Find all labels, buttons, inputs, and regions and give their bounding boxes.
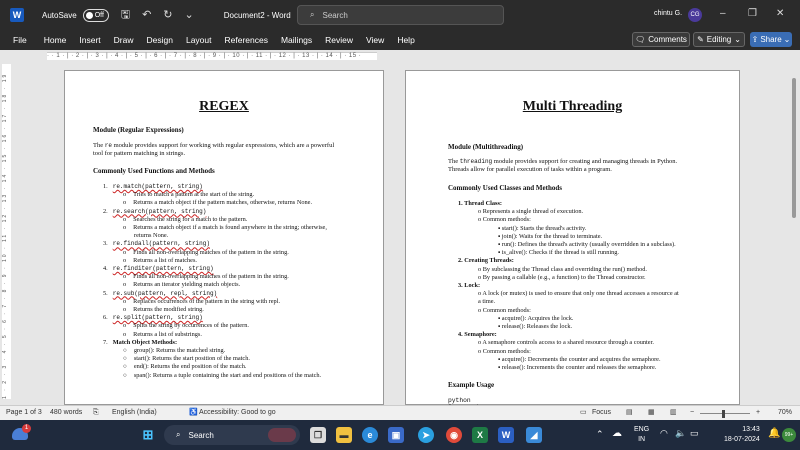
list-bullet <box>123 273 289 281</box>
bullet-text: Splits the string by occurrences of the pattern. <box>133 322 249 330</box>
list-line: 4. Semaphore: <box>458 331 497 339</box>
list-bullet <box>123 216 247 224</box>
tab-view[interactable]: View <box>366 35 385 45</box>
search-box[interactable] <box>297 5 504 25</box>
list-line: 3. Lock: <box>458 282 481 289</box>
word-count[interactable]: 480 words <box>50 409 83 416</box>
store-icon[interactable]: ▣ <box>388 427 404 443</box>
vertical-ruler[interactable] <box>2 64 11 399</box>
list-line: o Represents a single thread of execution. <box>478 208 584 216</box>
share-label: Share <box>760 35 782 44</box>
bullet-text: Replaces occurrences of the pattern in the string with repl. <box>133 297 281 305</box>
list-item <box>103 183 203 191</box>
list-item <box>103 208 206 216</box>
tab-insert[interactable]: Insert <box>79 35 101 45</box>
bullet-marker: o <box>123 330 127 338</box>
bullet-marker: ○ <box>123 371 127 379</box>
chevron-up-icon[interactable]: ⌃ <box>596 429 604 439</box>
autosave-toggle[interactable] <box>83 9 109 22</box>
save-icon[interactable]: 🖫 <box>120 8 131 21</box>
search-icon: ⌕ <box>310 10 315 19</box>
list-number: 4. <box>103 265 108 272</box>
list-line: 2. Creating Threads: <box>458 257 514 265</box>
volume-icon[interactable]: 🔈 <box>675 428 687 438</box>
tab-file[interactable]: File <box>13 35 27 45</box>
list-item <box>103 314 203 322</box>
bullet-text: returns None. <box>134 232 169 240</box>
redo-icon[interactable]: ↻ <box>163 8 173 21</box>
bullet-text: end(): Returns the end position of the match. <box>133 363 247 371</box>
notification-badge: 1 <box>22 424 31 433</box>
bullet-text: Finds all non-overlapping matches of the pattern in the string. <box>133 273 289 281</box>
avatar[interactable]: CG <box>688 8 702 22</box>
bullet-text: Returns a list of substrings. <box>133 330 202 338</box>
zoom-slider[interactable] <box>700 413 750 414</box>
list-bullet <box>123 199 312 207</box>
bullet-marker: o <box>123 224 127 231</box>
code-line: python <box>448 397 471 404</box>
user-name[interactable]: chintu G. <box>654 10 683 17</box>
taskbar-search-label: Search <box>188 430 214 440</box>
bullet-text: Searches the string for a match to the pattern. <box>133 215 248 223</box>
list-bullet <box>123 191 254 199</box>
list-line: ▪ acquire(): Decrements the counter and acquires the semaphore. <box>498 355 661 363</box>
taskbar <box>0 420 800 450</box>
autosave-state: Off <box>94 11 104 19</box>
bullet-marker: ○ <box>123 363 127 371</box>
search-placeholder: Search <box>322 10 348 20</box>
bullet-marker: ○ <box>123 355 127 363</box>
list-item <box>103 339 177 347</box>
word-icon[interactable]: W <box>498 427 514 443</box>
function-signature: re.search(pattern, string) <box>112 207 207 215</box>
list-bullet <box>123 347 225 355</box>
wifi-icon[interactable]: ◠ <box>660 428 668 438</box>
toggle-knob <box>86 12 93 19</box>
comment-icon: 🗨 <box>635 34 646 44</box>
intro-text-3: tool for pattern matching in strings. <box>93 150 186 158</box>
list-line: o Common methods: <box>478 306 531 314</box>
undo-icon[interactable]: ↶ <box>142 8 152 21</box>
list-line: a time. <box>478 298 496 306</box>
function-signature: re.match(pattern, string) <box>112 183 203 190</box>
list-line: ▪ is_alive(): Checks if the thread is still running. <box>498 249 619 257</box>
app-badge[interactable]: 99+ <box>782 428 796 442</box>
list-bullet <box>123 355 250 363</box>
taskbar-search[interactable] <box>164 425 300 445</box>
list-bullet <box>123 224 327 232</box>
list-line: ▪ release(): Increments the counter and releases the semaphore. <box>498 364 657 371</box>
tab-design[interactable]: Design <box>146 35 173 45</box>
list-line: o Common methods: <box>478 216 531 224</box>
page-count[interactable]: Page 1 of 3 <box>6 409 42 416</box>
list-line: o A semaphore controls access to a shared resource through a counter. <box>478 339 654 347</box>
list-line: ▪ start(): Starts the thread's activity. <box>498 224 587 232</box>
bullet-text: Finds all non-overlapping matches of the pattern in the string. <box>133 248 289 256</box>
document-title: Document2 - Word <box>223 10 291 20</box>
chevron-down-icon: ⌄ <box>734 34 741 44</box>
function-signature: re.split(pattern, string) <box>112 314 203 322</box>
restore-icon[interactable]: ❐ <box>748 8 757 19</box>
ruler-row <box>0 50 800 62</box>
example-heading: Example Usage <box>448 381 495 389</box>
proofing-icon[interactable]: ⎘ <box>93 409 99 416</box>
list-number: 2. <box>103 207 108 215</box>
bullet-text: span(): Returns a tuple containing the start and end positions of the match. <box>133 371 322 379</box>
accessibility-status[interactable]: Accessibility: Good to go <box>199 409 276 416</box>
excel-icon[interactable]: X <box>472 427 488 443</box>
status-bar <box>0 405 800 420</box>
list-bullet <box>123 372 321 380</box>
search-highlight-image <box>268 428 296 442</box>
notification-bell-icon[interactable]: 🔔 <box>768 428 781 439</box>
list-number: 6. <box>103 314 108 322</box>
battery-icon[interactable]: ▭ <box>690 428 699 438</box>
bullet-marker: o <box>123 273 127 281</box>
web-layout-icon[interactable]: ▥ <box>670 409 677 416</box>
intro-code: threading <box>459 158 493 165</box>
app-icon[interactable]: ◢ <box>526 427 542 443</box>
document-page-1[interactable] <box>64 70 384 405</box>
search-icon: ⌕ <box>176 430 181 439</box>
tab-home[interactable]: Home <box>43 35 67 45</box>
focus-icon: ▭ <box>580 409 587 416</box>
page-title: REGEX <box>199 99 249 114</box>
chrome-icon[interactable]: ◉ <box>446 427 462 443</box>
start-icon[interactable]: ⊞ <box>142 427 154 442</box>
list-item <box>103 290 217 298</box>
intro-text-2: module provides support for creating and managing threads in Python. <box>492 158 678 165</box>
functions-heading: Commonly Used Functions and Methods <box>93 167 215 175</box>
document-page-2[interactable] <box>405 70 740 405</box>
list-line: o A lock (or mutex) is used to ensure that only one thread accesses a resource at <box>478 290 679 298</box>
module-heading: Module (Multithreading) <box>448 143 524 151</box>
time: 13:43 <box>742 426 760 433</box>
tab-layout[interactable]: Layout <box>185 35 212 45</box>
list-line: o By passing a callable (e.g., a function) to the Thread constructor. <box>478 273 646 281</box>
bullet-text: Returns an iterator yielding match objects. <box>133 281 241 289</box>
editing-label: Editing <box>706 35 732 44</box>
list-number: 7. <box>103 338 108 346</box>
intro-paragraph <box>448 158 718 174</box>
list-line: ▪ run(): Defines the thread's activity (usually overridden in a subclass). <box>498 241 676 248</box>
vertical-scrollbar[interactable] <box>790 64 798 399</box>
list-number: 5. <box>103 289 108 297</box>
page-title: Multi Threading <box>522 99 623 114</box>
bullet-text: Returns a match object if the pattern matches, otherwise, returns None. <box>133 199 313 207</box>
bullet-text: Returns the modified string. <box>133 306 204 313</box>
list-bullet <box>123 363 246 371</box>
clock[interactable] <box>724 425 760 445</box>
intro-code: re <box>104 142 112 149</box>
horizontal-ruler[interactable] <box>47 52 377 60</box>
comments-button[interactable] <box>632 32 690 47</box>
word-logo-icon: W <box>10 8 24 22</box>
zoom-level[interactable]: 70% <box>778 409 793 416</box>
list-bullet <box>123 322 249 330</box>
bullet-marker: o <box>123 297 127 305</box>
list-line: ▪ acquire(): Acquires the lock. <box>498 314 574 322</box>
bullet-marker: o <box>123 306 127 313</box>
telegram-icon[interactable]: ➤ <box>418 427 434 443</box>
zoom-out-icon[interactable]: − <box>690 409 695 416</box>
input-language[interactable] <box>634 425 649 445</box>
list-item <box>103 265 214 273</box>
print-layout-icon[interactable]: ▦ <box>648 409 655 416</box>
lang-region: IN <box>638 436 646 443</box>
tab-mailings[interactable]: Mailings <box>280 35 313 45</box>
customize-toolbar-icon[interactable]: ⌄ <box>184 8 194 21</box>
list-bullet <box>134 232 168 240</box>
list-line: ▪ release(): Releases the lock. <box>498 323 573 330</box>
list-number: 3. <box>103 240 108 248</box>
scrollbar-thumb[interactable] <box>792 78 796 218</box>
bullet-text: start(): Returns the start position of the match. <box>133 355 250 363</box>
bullet-marker: ○ <box>123 347 127 354</box>
list-bullet <box>123 249 289 257</box>
date: 18-07-2024 <box>724 436 760 443</box>
function-signature: re.sub(pattern, repl, string) <box>112 289 218 297</box>
list-bullet <box>123 331 202 339</box>
autosave-label: AutoSave <box>42 10 77 20</box>
bullet-marker: o <box>123 281 127 289</box>
bullet-marker: o <box>123 199 127 207</box>
function-signature: Match Object Methods: <box>112 338 178 346</box>
pencil-icon: ✎ <box>697 34 704 44</box>
language-status[interactable]: English (India) <box>112 409 157 416</box>
intro-paragraph <box>93 142 363 158</box>
intro-text: The <box>93 142 105 149</box>
tab-references[interactable]: References <box>224 35 268 45</box>
bullet-text: Returns a list of matches. <box>133 256 197 264</box>
list-bullet <box>123 306 204 314</box>
zoom-in-icon[interactable]: + <box>756 409 761 416</box>
share-button[interactable] <box>750 32 792 47</box>
editing-button[interactable] <box>693 32 745 47</box>
chevron-down-icon: ⌄ <box>783 34 791 44</box>
tab-draw[interactable]: Draw <box>113 35 134 45</box>
file-explorer-icon[interactable]: ▬ <box>336 427 352 443</box>
zoom-slider-thumb[interactable] <box>722 410 725 418</box>
share-icon: ⇪ <box>751 34 759 44</box>
read-mode-icon[interactable]: ▤ <box>626 409 633 416</box>
intro-text-2: module provides support for working with regular expressions, which are a powerful <box>111 142 335 149</box>
lang-code: ENG <box>634 426 650 433</box>
tab-help[interactable]: Help <box>397 35 415 45</box>
close-icon[interactable]: ✕ <box>776 8 785 19</box>
module-heading: Module (Regular Expressions) <box>93 126 184 134</box>
function-signature: re.finditer(pattern, string) <box>112 265 214 272</box>
bullet-marker: o <box>123 256 127 264</box>
list-bullet <box>123 298 280 306</box>
minimize-icon[interactable]: – <box>720 8 726 19</box>
accessibility-icon: ♿ <box>189 409 198 416</box>
intro-text: The <box>448 158 460 165</box>
comments-label: Comments <box>648 35 687 44</box>
vertical-ruler-scale: 1 · 2 · 3 · 4 · 5 · 6 · 7 · 8 · 9 · 10 · 11 · 12 · 13 · 14 · 15 · 16 · 17 · 18 · 19 <box>2 72 8 399</box>
bullet-text: group(): Returns the matched string. <box>133 347 226 354</box>
edge-icon[interactable]: e <box>362 427 378 443</box>
task-view-icon[interactable]: ❐ <box>310 427 326 443</box>
bullet-text: Tries to match a pattern at the start of the string. <box>133 191 255 199</box>
function-signature: re.findall(pattern, string) <box>112 240 210 248</box>
bullet-marker: o <box>123 191 127 199</box>
list-line: o By subclassing the Thread class and overriding the run() method. <box>478 265 647 273</box>
cloud-icon[interactable]: ☁ <box>612 428 622 439</box>
tab-review[interactable]: Review <box>325 35 354 45</box>
list-line: ▪ join(): Waits for the thread to terminate. <box>498 232 603 240</box>
bullet-marker: o <box>123 248 127 256</box>
bullet-text: Returns a match object if a match is found anywhere in the string; otherwise, <box>133 224 327 231</box>
list-bullet <box>123 281 240 289</box>
classes-heading: Commonly Used Classes and Methods <box>448 184 562 192</box>
intro-text-3: Threads allow for parallel execution of tasks within a program. <box>448 166 612 174</box>
list-number: 1. <box>103 183 108 190</box>
ruler-scale: · · 1 · | · 2 · | · 3 · | · 4 · | · 5 · | · 6 · | · 7 · | · 8 · | · 9 · | · 10 · | · 11 · | · 12 · | · 13 · | · 14 · | · 15 · <box>47 53 362 59</box>
list-line: o Common methods: <box>478 347 531 355</box>
list-line: 1. Thread Class: <box>458 200 503 207</box>
bullet-marker: o <box>123 322 127 330</box>
focus-button[interactable]: Focus <box>592 409 612 416</box>
bullet-marker: o <box>123 215 127 223</box>
list-bullet <box>123 257 197 265</box>
list-item <box>103 240 210 248</box>
